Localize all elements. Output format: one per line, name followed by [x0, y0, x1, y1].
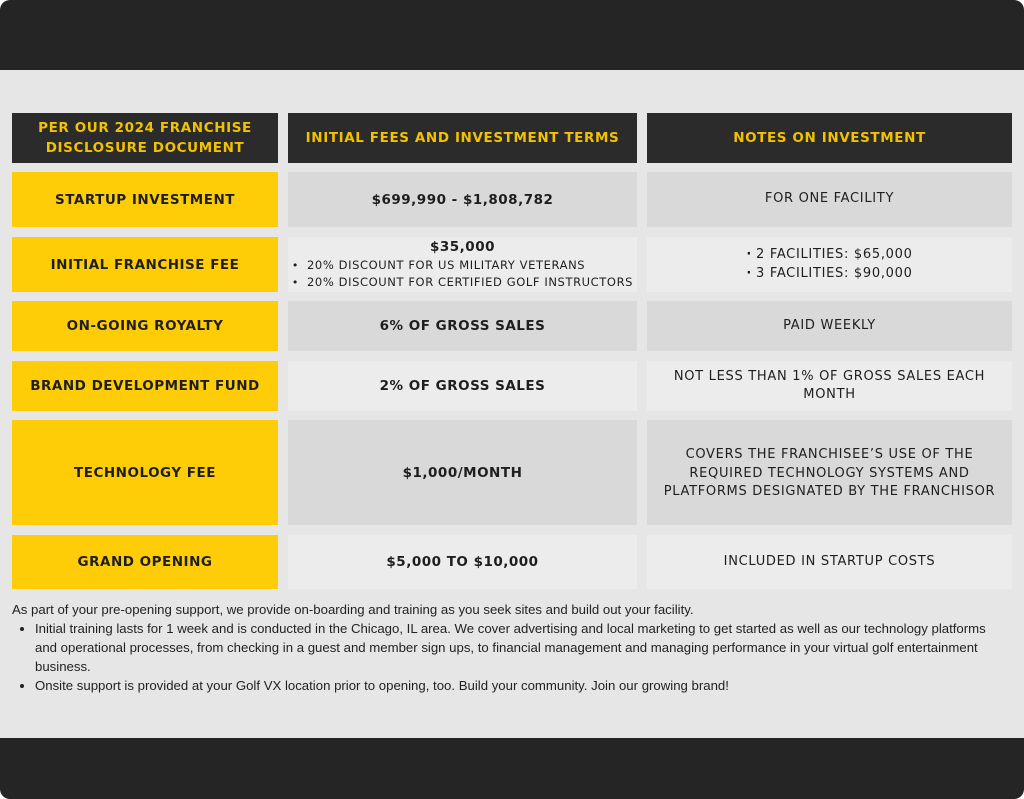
top-bar	[0, 0, 1024, 70]
facility-pricing-item	[746, 246, 912, 265]
fee-discount-item: • 20% DISCOUNT FOR US MILITARY VETERANS	[292, 257, 633, 274]
header-fees-terms	[288, 113, 637, 163]
row-label-technology-fee	[12, 420, 278, 525]
facility-pricing-text: 3 FACILITIES: $90,000	[756, 265, 913, 281]
row-note-ongoing-royalty	[647, 301, 1012, 351]
facility-pricing-item	[746, 265, 912, 284]
row-label-text: STARTUP INVESTMENT	[55, 191, 235, 208]
row-value-text: $1,000/MONTH	[402, 464, 523, 481]
support-intro: As part of your pre-opening support, we provide on-boarding and training as you seek sites and build out your facility.	[12, 602, 694, 617]
row-label-text: INITIAL FRANCHISE FEE	[50, 256, 240, 273]
header-fees-terms-text: INITIAL FEES AND INVESTMENT TERMS	[305, 130, 620, 146]
row-note-initial-franchise-fee	[647, 237, 1012, 292]
facility-pricing-list	[746, 246, 912, 283]
row-value-grand-opening	[288, 535, 637, 589]
header-fdd-text: PER OUR 2024 FRANCHISE DISCLOSURE DOCUMENT	[38, 120, 252, 156]
row-label-text: ON-GOING ROYALTY	[66, 318, 224, 334]
row-note-brand-development-fund	[647, 361, 1012, 411]
row-value-ongoing-royalty	[288, 301, 637, 351]
header-notes-text: NOTES ON INVESTMENT	[733, 130, 926, 146]
row-label-text: BRAND DEVELOPMENT FUND	[30, 378, 260, 394]
row-label-initial-franchise-fee	[12, 237, 278, 292]
row-label-ongoing-royalty	[12, 301, 278, 351]
row-note-text: INCLUDED IN STARTUP COSTS	[723, 553, 936, 569]
row-value-initial-franchise-fee	[288, 237, 637, 292]
support-bullet: • Onsite support is provided at your Golf VX location prior to opening, too. Build your community. Join our growing brand!	[35, 676, 1002, 695]
row-note-grand-opening	[647, 535, 1012, 589]
row-note-text: NOT LESS THAN 1% OF GROSS SALES EACH MONTH	[673, 368, 986, 402]
pre-opening-support-section	[12, 600, 1002, 695]
row-note-text: COVERS THE FRANCHISEE’S USE OF THE REQUIRED TECHNOLOGY SYSTEMS AND PLATFORMS DESIGNATED BY THE FRANCHISOR	[663, 447, 996, 499]
row-note-text: FOR ONE FACILITY	[764, 191, 895, 207]
row-value-technology-fee	[288, 420, 637, 525]
row-value-text: 6% OF GROSS SALES	[379, 318, 546, 334]
row-label-startup-investment	[12, 172, 278, 227]
row-note-technology-fee	[647, 420, 1012, 525]
row-value-text: $699,990 - $1,808,782	[371, 191, 554, 208]
row-label-brand-development-fund	[12, 361, 278, 411]
row-value-startup-investment	[288, 172, 637, 227]
row-value-brand-development-fund	[288, 361, 637, 411]
fee-discount-list	[292, 257, 633, 291]
fee-discount-item: • 20% DISCOUNT FOR CERTIFIED GOLF INSTRUCTORS	[292, 274, 633, 291]
row-label-grand-opening	[12, 535, 278, 589]
row-label-text: TECHNOLOGY FEE	[74, 464, 216, 481]
row-value-text: 2% OF GROSS SALES	[379, 378, 546, 394]
row-value-text: $35,000	[430, 238, 495, 255]
facility-pricing-text: 2 FACILITIES: $65,000	[756, 247, 913, 262]
row-note-startup-investment	[647, 172, 1012, 227]
row-label-text: GRAND OPENING	[77, 554, 213, 570]
bottom-bar	[0, 738, 1024, 799]
header-notes	[647, 113, 1012, 163]
row-note-text: PAID WEEKLY	[783, 317, 876, 333]
row-value-text: $5,000 TO $10,000	[386, 554, 539, 570]
support-bullet-list	[12, 619, 1002, 695]
header-fdd	[12, 113, 278, 163]
support-bullet: • Initial training lasts for 1 week and is conducted in the Chicago, IL area. We cover advertising and local marketing to get started as well as our technology platforms and operational processes, from checking in a guest and member sign ups, to financial management and managing performance in your virtual golf entertainment business.	[35, 619, 1002, 676]
